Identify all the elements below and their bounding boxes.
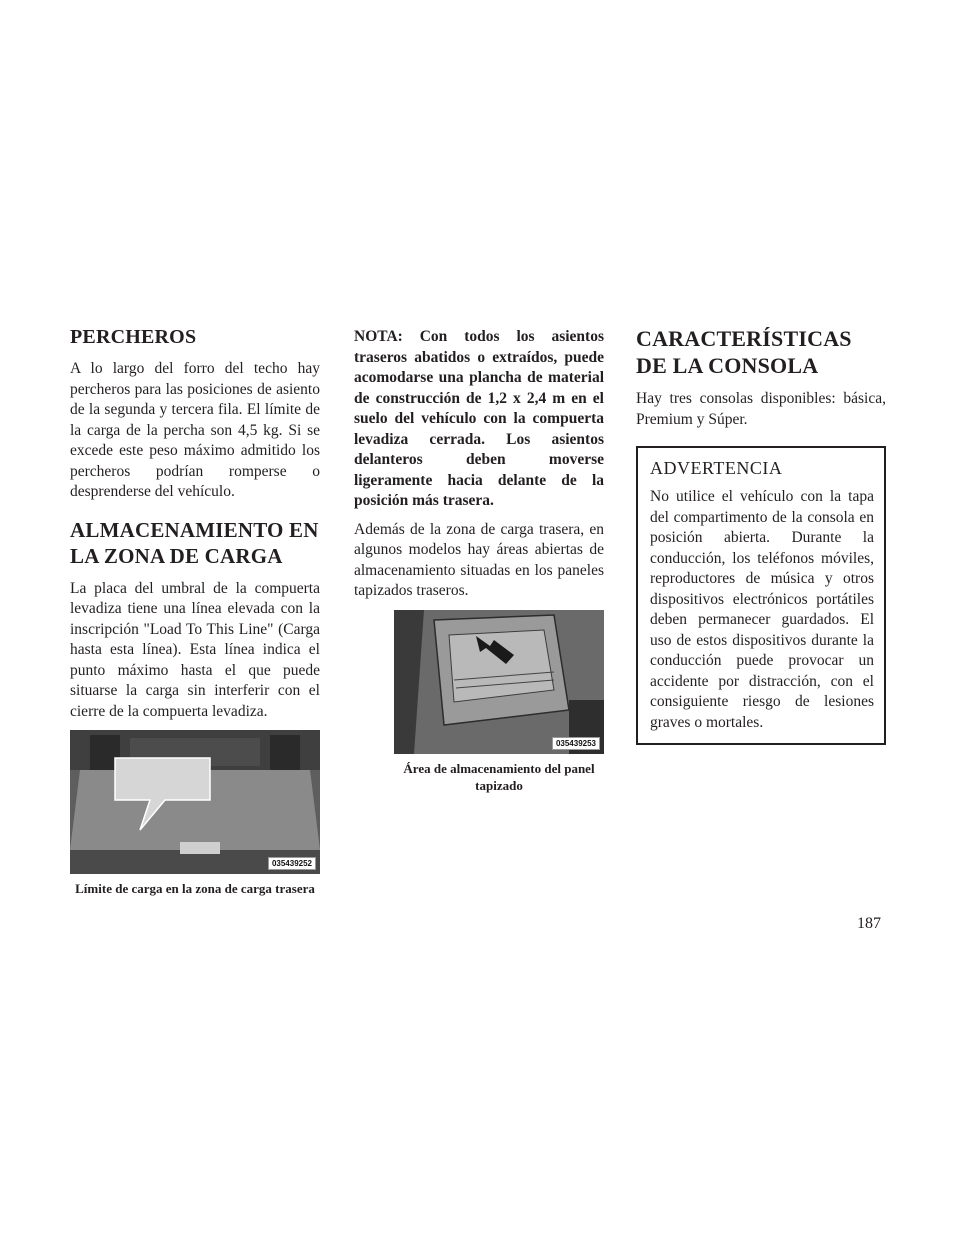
figure-code: 035439253	[552, 737, 600, 750]
middle-column	[354, 327, 604, 794]
page-number: 187	[857, 915, 881, 932]
figure-code: 035439252	[268, 857, 316, 870]
trim-panel-figure	[394, 610, 604, 794]
figure-caption: Límite de carga en la zona de carga trasera	[75, 881, 315, 896]
cargo-area-figure	[70, 730, 320, 897]
figure-caption: Área de almacenamiento del panel tapizado	[403, 760, 595, 793]
left-column	[70, 325, 320, 897]
trim-panel-illustration	[394, 610, 604, 754]
consola-heading: CARACTERÍSTICAS DE LA CONSOLA	[636, 326, 852, 378]
percheros-paragraph: A lo largo del forro del techo hay percheros para las posiciones de asiento de la segunda y tercera fila. El límite de la carga de la percha son 4,5 kg. Si se excede este peso máximo admitido los percheros podrían romperse o desprenderse del vehículo.	[70, 360, 320, 500]
right-column	[636, 325, 886, 745]
warning-heading: ADVERTENCIA	[650, 458, 783, 478]
cargo-area-illustration	[70, 730, 320, 874]
trim-panel-photo	[394, 610, 604, 754]
consola-paragraph: Hay tres consolas disponibles: básica, Premium y Súper.	[636, 390, 886, 428]
almacenamiento-heading: ALMACENAMIENTO EN LA ZONA DE CARGA	[70, 517, 319, 568]
storage-paragraph: Además de la zona de carga trasera, en algunos modelos hay áreas abiertas de almacenamiento situadas en los paneles tapizados traseros.	[354, 520, 604, 599]
cargo-area-photo	[70, 730, 320, 874]
almacenamiento-paragraph: La placa del umbral de la compuerta levadiza tiene una línea elevada con la inscripción "Load To This Line" (Carga hasta esta línea). Esta línea indica el punto máximo hasta el que puede situarse la carga sin interferir con el cierre de la compuerta levadiza.	[70, 579, 320, 720]
percheros-heading: PERCHEROS	[70, 326, 197, 348]
warning-paragraph: No utilice el vehículo con la tapa del compartimento de la consola en posición abierta. Durante la conducción, los teléfonos móviles, reproductores de música y otros dispositivos electrónicos portátiles deben permanecer guardados. El uso de estos dispositivos durante la conducción puede provocar un accidente por distracción, con el consiguiente riesgo de lesiones graves o mortales.	[650, 488, 874, 731]
nota-paragraph: NOTA: Con todos los asientos traseros abatidos o extraídos, puede acomodarse una plancha de material de construcción de 1,2 x 2,4 m en el suelo del vehículo con la compuerta levadiza cerrada. Los asientos delanteros deben moverse ligeramente hacia delante de la posición más trasera.	[354, 328, 604, 509]
warning-box	[636, 446, 886, 745]
